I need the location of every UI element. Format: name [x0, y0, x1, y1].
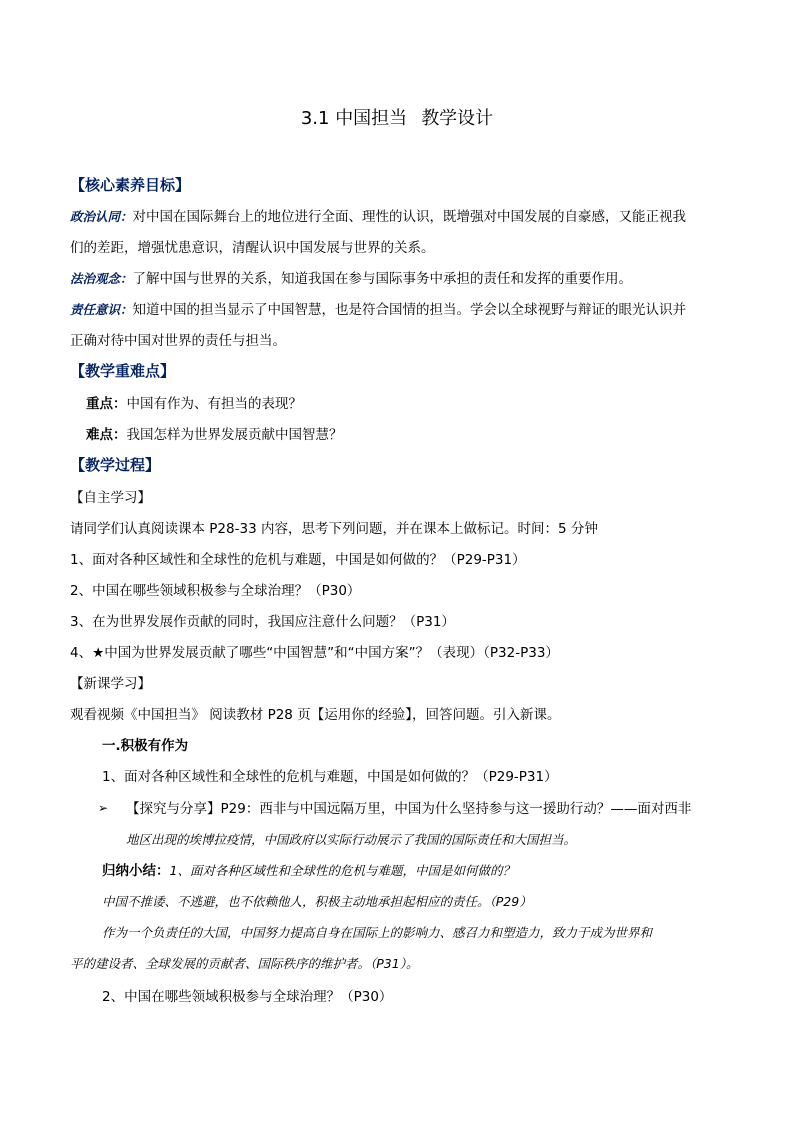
political-label: 政治认同：: [70, 209, 133, 224]
summary-label: 归纳小结：: [102, 863, 170, 879]
responsibility-line1: [70, 301, 686, 319]
summary-question: 1、面对各种区域性和全球性的危机与难题，中国是如何做的？: [169, 863, 515, 878]
document-title: [0, 107, 794, 131]
objectives-heading: 【核心素养目标】: [70, 176, 191, 194]
political-line2: 们的差距，增强忧患意识，清醒认识中国发展与世界的关系。: [70, 240, 435, 256]
law-label: 法治观念：: [70, 271, 133, 286]
section1-heading: 一.积极有作为: [102, 738, 189, 754]
responsibility-line2: 正确对待中国对世界的责任与担当。: [70, 333, 286, 349]
responsibility-text1: 知道中国的担当显示了中国智慧，也是符合国情的担当。学会以全球视野与辩证的眼光认识并: [132, 302, 687, 318]
law-text: 了解中国与世界的关系，知道我国在参与国际事务中承担的责任和发挥的重要作用。: [132, 271, 633, 287]
difficult-point: [86, 426, 343, 444]
explore-line2: 地区出现的埃博拉疫情，中国政府以实际行动展示了我国的国际责任和大国担当。: [126, 832, 577, 847]
political-text1: 对中国在国际舞台上的地位进行全面、理性的认识，既增强对中国发展的自豪感，又能正视我: [132, 209, 687, 225]
self-study-intro: 请同学们认真阅读课本 P28-33 内容，思考下列问题，并在课本上做标记。时间：5 分钟: [70, 521, 598, 537]
difficult-text: 我国怎样为世界发展贡献中国智慧？: [126, 427, 343, 443]
key-label: 重点：: [86, 396, 127, 412]
self-study-q1: 1、面对各种区域性和全球性的危机与难题，中国是如何做的？（P29-P31）: [70, 552, 526, 568]
self-study-q3: 3、在为世界发展作贡献的同时，我国应注意什么问题？（P31）: [70, 614, 455, 630]
section1-q2: 2、中国在哪些领域积极参与全球治理？（P30）: [102, 989, 393, 1005]
self-study-q4: 4、★中国为世界发展贡献了哪些“中国智慧”和“中国方案”？（表现）（P32-P33）: [70, 645, 559, 661]
keypoints-heading: 【教学重难点】: [70, 362, 176, 380]
new-lesson-label: 【新课学习】: [70, 676, 151, 692]
title-name: 中国担当: [335, 108, 408, 129]
responsibility-label: 责任意识：: [70, 302, 133, 317]
section1-q1: 1、面对各种区域性和全球性的危机与难题，中国是如何做的？（P29-P31）: [102, 769, 558, 785]
key-text: 中国有作为、有担当的表现？: [126, 396, 302, 412]
arrow-bullet-icon: ➢: [98, 801, 109, 815]
title-kind: 教学设计: [421, 108, 494, 129]
law-line: [70, 270, 632, 288]
self-study-label: 【自主学习】: [70, 490, 151, 506]
explore-line1: 【探究与分享】P29：西非与中国远隔万里，中国为什么坚持参与这一援助行动？——面对西非: [126, 801, 692, 817]
political-line1: [70, 208, 686, 226]
difficult-label: 难点：: [86, 427, 127, 443]
title-number: 3.1: [300, 108, 330, 129]
new-lesson-intro: 观看视频《中国担当》 阅读教材 P28 页【运用你的经验】，回答问题。引入新课。: [70, 707, 561, 723]
summary-line: [102, 862, 515, 880]
process-heading: 【教学过程】: [70, 456, 161, 474]
self-study-q2: 2、中国在哪些领域积极参与全球治理？（P30）: [70, 583, 361, 599]
summary-answer1: 中国不推诿、不逃避，也不依赖他人，积极主动地承担起相应的责任。（P29）: [102, 894, 532, 909]
summary-answer2-line2: 平的建设者、全球发展的贡献者、国际秩序的维护者。（P31）。: [70, 956, 419, 971]
summary-answer2-line1: 作为一个负责任的大国，中国努力提高自身在国际上的影响力、感召力和塑造力，致力于成为世界和: [102, 925, 653, 940]
key-point: [86, 395, 302, 413]
